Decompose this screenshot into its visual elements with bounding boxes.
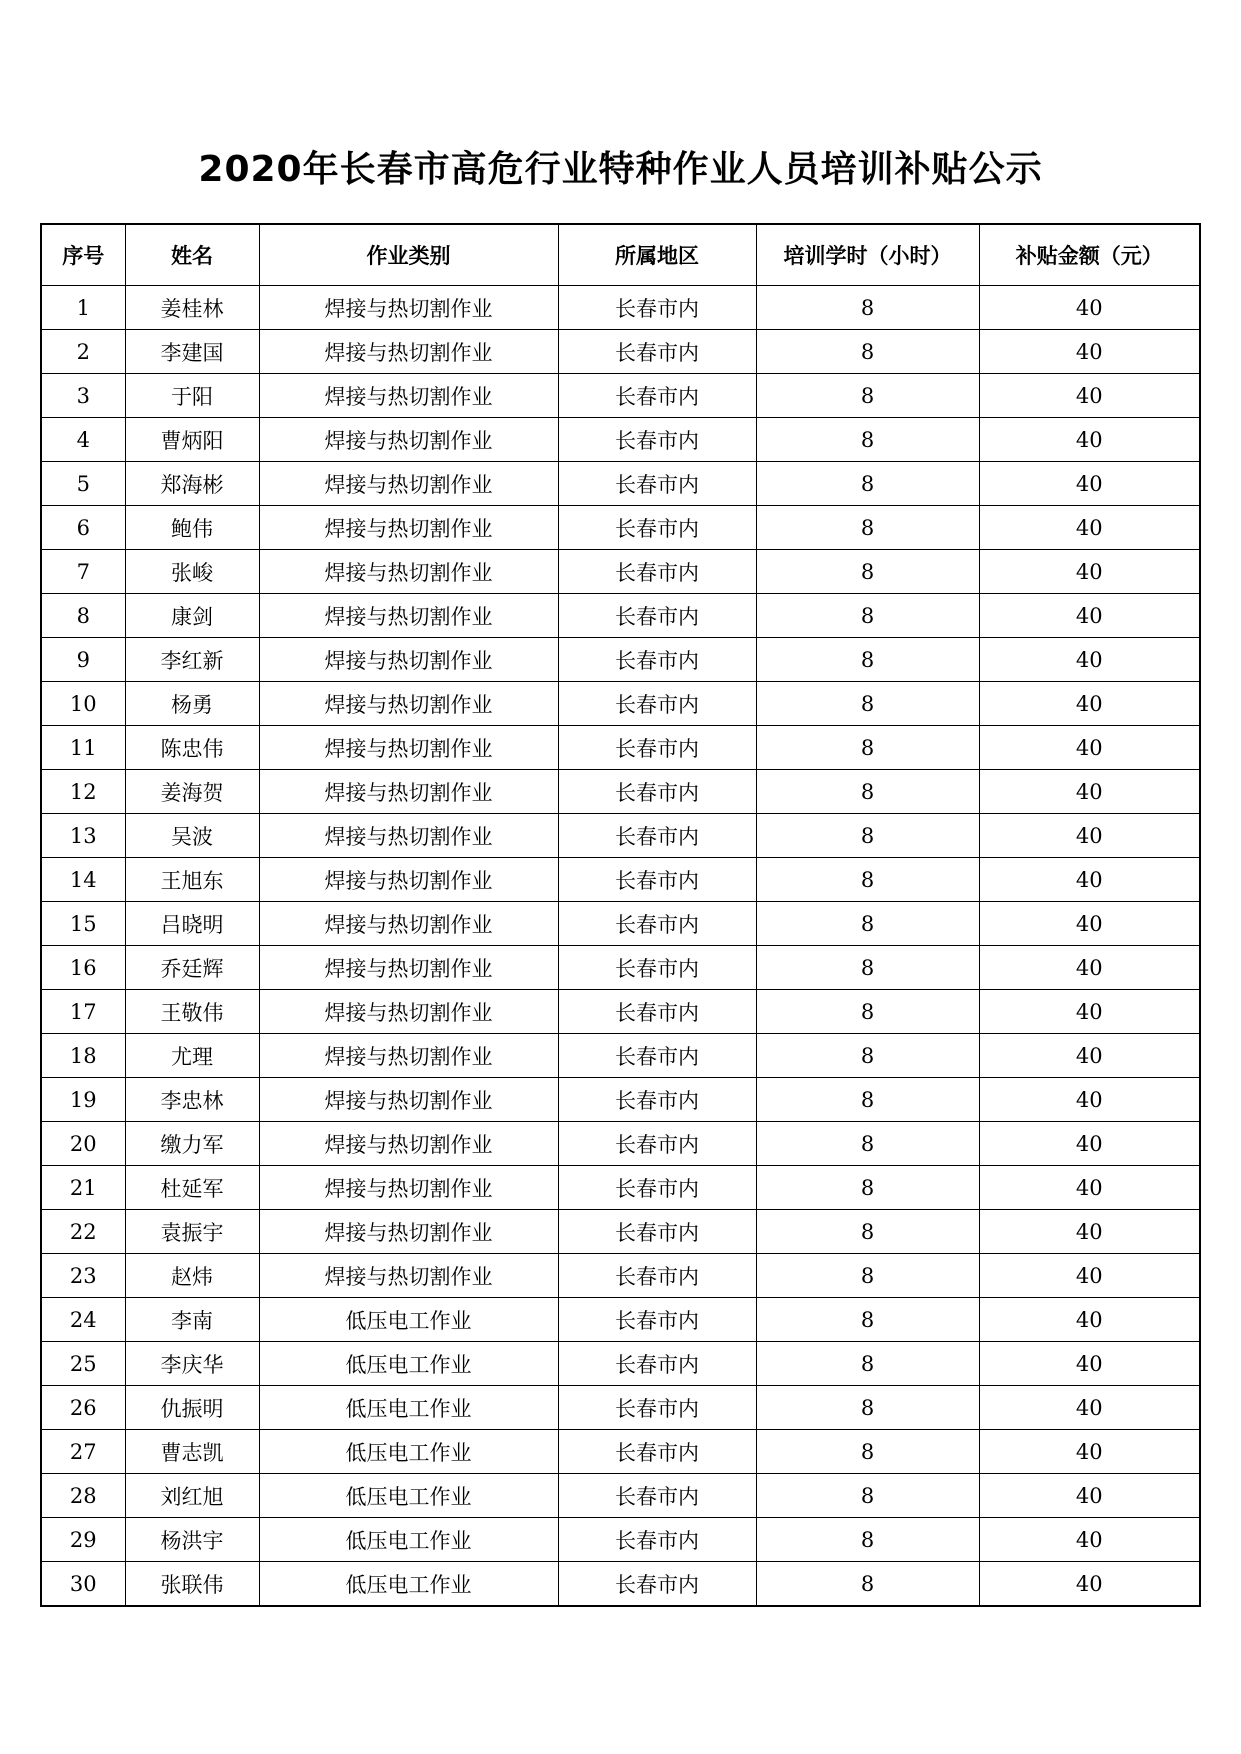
table-row [41, 1474, 1200, 1518]
header-training-hours: 培训学时（小时） [756, 224, 979, 286]
cell-job-category: 低压电工作业 [259, 1518, 558, 1562]
cell-training-hours: 8 [756, 1518, 979, 1562]
table-row [41, 1254, 1200, 1298]
cell-index: 26 [41, 1386, 125, 1430]
cell-index: 11 [41, 726, 125, 770]
cell-job-category: 低压电工作业 [259, 1342, 558, 1386]
cell-name: 杨勇 [125, 682, 259, 726]
table-row [41, 814, 1200, 858]
cell-subsidy-amount: 40 [979, 638, 1200, 682]
cell-job-category: 焊接与热切割作业 [259, 682, 558, 726]
cell-subsidy-amount: 40 [979, 682, 1200, 726]
cell-subsidy-amount: 40 [979, 726, 1200, 770]
cell-subsidy-amount: 40 [979, 330, 1200, 374]
table-row [41, 374, 1200, 418]
cell-name: 李忠林 [125, 1078, 259, 1122]
cell-name: 乔廷辉 [125, 946, 259, 990]
table-row [41, 418, 1200, 462]
table-row [41, 638, 1200, 682]
cell-index: 8 [41, 594, 125, 638]
table-row [41, 946, 1200, 990]
table-row [41, 1122, 1200, 1166]
cell-training-hours: 8 [756, 1386, 979, 1430]
cell-job-category: 焊接与热切割作业 [259, 1210, 558, 1254]
cell-training-hours: 8 [756, 1254, 979, 1298]
cell-index: 20 [41, 1122, 125, 1166]
cell-index: 23 [41, 1254, 125, 1298]
table-row [41, 1342, 1200, 1386]
cell-training-hours: 8 [756, 682, 979, 726]
cell-training-hours: 8 [756, 902, 979, 946]
table-row [41, 682, 1200, 726]
cell-subsidy-amount: 40 [979, 1078, 1200, 1122]
cell-index: 18 [41, 1034, 125, 1078]
cell-training-hours: 8 [756, 506, 979, 550]
cell-job-category: 焊接与热切割作业 [259, 1166, 558, 1210]
cell-name: 杨洪宇 [125, 1518, 259, 1562]
cell-subsidy-amount: 40 [979, 1386, 1200, 1430]
cell-subsidy-amount: 40 [979, 1342, 1200, 1386]
cell-subsidy-amount: 40 [979, 1474, 1200, 1518]
header-index: 序号 [41, 224, 125, 286]
cell-job-category: 焊接与热切割作业 [259, 902, 558, 946]
cell-name: 仇振明 [125, 1386, 259, 1430]
cell-index: 4 [41, 418, 125, 462]
table-row [41, 462, 1200, 506]
cell-training-hours: 8 [756, 1166, 979, 1210]
cell-name: 李建国 [125, 330, 259, 374]
cell-region: 长春市内 [558, 1034, 756, 1078]
cell-name: 姜桂林 [125, 286, 259, 330]
cell-job-category: 焊接与热切割作业 [259, 594, 558, 638]
cell-training-hours: 8 [756, 770, 979, 814]
cell-index: 25 [41, 1342, 125, 1386]
cell-subsidy-amount: 40 [979, 990, 1200, 1034]
cell-job-category: 焊接与热切割作业 [259, 418, 558, 462]
cell-name: 姜海贺 [125, 770, 259, 814]
cell-training-hours: 8 [756, 286, 979, 330]
cell-subsidy-amount: 40 [979, 418, 1200, 462]
cell-training-hours: 8 [756, 726, 979, 770]
cell-region: 长春市内 [558, 1386, 756, 1430]
cell-index: 27 [41, 1430, 125, 1474]
cell-index: 14 [41, 858, 125, 902]
cell-job-category: 焊接与热切割作业 [259, 374, 558, 418]
cell-region: 长春市内 [558, 462, 756, 506]
cell-name: 李红新 [125, 638, 259, 682]
cell-subsidy-amount: 40 [979, 550, 1200, 594]
cell-subsidy-amount: 40 [979, 946, 1200, 990]
cell-index: 1 [41, 286, 125, 330]
cell-training-hours: 8 [756, 374, 979, 418]
cell-training-hours: 8 [756, 1122, 979, 1166]
cell-name: 张峻 [125, 550, 259, 594]
cell-job-category: 焊接与热切割作业 [259, 550, 558, 594]
cell-region: 长春市内 [558, 1518, 756, 1562]
table-row [41, 902, 1200, 946]
table-row [41, 1210, 1200, 1254]
table-row [41, 506, 1200, 550]
cell-region: 长春市内 [558, 1562, 756, 1607]
cell-training-hours: 8 [756, 594, 979, 638]
cell-index: 21 [41, 1166, 125, 1210]
cell-index: 16 [41, 946, 125, 990]
cell-job-category: 焊接与热切割作业 [259, 858, 558, 902]
table-row [41, 1386, 1200, 1430]
cell-job-category: 焊接与热切割作业 [259, 814, 558, 858]
cell-training-hours: 8 [756, 330, 979, 374]
cell-index: 22 [41, 1210, 125, 1254]
cell-name: 陈忠伟 [125, 726, 259, 770]
table-row [41, 1078, 1200, 1122]
cell-index: 30 [41, 1562, 125, 1607]
cell-index: 12 [41, 770, 125, 814]
cell-region: 长春市内 [558, 1210, 756, 1254]
cell-region: 长春市内 [558, 726, 756, 770]
subsidy-table [40, 223, 1201, 1607]
cell-region: 长春市内 [558, 594, 756, 638]
cell-training-hours: 8 [756, 1298, 979, 1342]
cell-index: 6 [41, 506, 125, 550]
cell-name: 于阳 [125, 374, 259, 418]
cell-name: 王敬伟 [125, 990, 259, 1034]
cell-name: 李庆华 [125, 1342, 259, 1386]
cell-name: 曹炳阳 [125, 418, 259, 462]
table-row [41, 1518, 1200, 1562]
cell-region: 长春市内 [558, 1430, 756, 1474]
cell-name: 张联伟 [125, 1562, 259, 1607]
cell-subsidy-amount: 40 [979, 1518, 1200, 1562]
cell-subsidy-amount: 40 [979, 462, 1200, 506]
cell-job-category: 焊接与热切割作业 [259, 1122, 558, 1166]
cell-name: 康剑 [125, 594, 259, 638]
header-subsidy-amount: 补贴金额（元） [979, 224, 1200, 286]
table-row [41, 1562, 1200, 1607]
cell-region: 长春市内 [558, 418, 756, 462]
cell-region: 长春市内 [558, 902, 756, 946]
cell-job-category: 焊接与热切割作业 [259, 1078, 558, 1122]
table-row [41, 1298, 1200, 1342]
table-row [41, 1166, 1200, 1210]
cell-job-category: 低压电工作业 [259, 1386, 558, 1430]
cell-region: 长春市内 [558, 1254, 756, 1298]
table-header-row [41, 224, 1200, 286]
cell-index: 28 [41, 1474, 125, 1518]
cell-training-hours: 8 [756, 1562, 979, 1607]
cell-name: 吕晓明 [125, 902, 259, 946]
header-name: 姓名 [125, 224, 259, 286]
cell-training-hours: 8 [756, 462, 979, 506]
cell-region: 长春市内 [558, 1342, 756, 1386]
cell-training-hours: 8 [756, 990, 979, 1034]
cell-job-category: 焊接与热切割作业 [259, 1254, 558, 1298]
cell-name: 鲍伟 [125, 506, 259, 550]
cell-index: 3 [41, 374, 125, 418]
cell-index: 13 [41, 814, 125, 858]
table-row [41, 1034, 1200, 1078]
cell-name: 李南 [125, 1298, 259, 1342]
cell-subsidy-amount: 40 [979, 1210, 1200, 1254]
cell-name: 郑海彬 [125, 462, 259, 506]
table-row [41, 990, 1200, 1034]
header-region: 所属地区 [558, 224, 756, 286]
cell-job-category: 焊接与热切割作业 [259, 286, 558, 330]
cell-index: 19 [41, 1078, 125, 1122]
cell-job-category: 焊接与热切割作业 [259, 726, 558, 770]
header-job-category: 作业类别 [259, 224, 558, 286]
cell-region: 长春市内 [558, 1166, 756, 1210]
cell-subsidy-amount: 40 [979, 374, 1200, 418]
cell-training-hours: 8 [756, 1342, 979, 1386]
cell-name: 吴波 [125, 814, 259, 858]
table-row [41, 594, 1200, 638]
cell-subsidy-amount: 40 [979, 814, 1200, 858]
cell-training-hours: 8 [756, 550, 979, 594]
cell-index: 24 [41, 1298, 125, 1342]
cell-region: 长春市内 [558, 550, 756, 594]
cell-region: 长春市内 [558, 946, 756, 990]
cell-subsidy-amount: 40 [979, 1034, 1200, 1078]
cell-region: 长春市内 [558, 1078, 756, 1122]
cell-subsidy-amount: 40 [979, 506, 1200, 550]
cell-region: 长春市内 [558, 1298, 756, 1342]
cell-job-category: 焊接与热切割作业 [259, 330, 558, 374]
cell-name: 刘红旭 [125, 1474, 259, 1518]
cell-region: 长春市内 [558, 682, 756, 726]
cell-job-category: 焊接与热切割作业 [259, 506, 558, 550]
cell-training-hours: 8 [756, 1210, 979, 1254]
cell-name: 曹志凯 [125, 1430, 259, 1474]
cell-subsidy-amount: 40 [979, 1166, 1200, 1210]
cell-region: 长春市内 [558, 506, 756, 550]
cell-subsidy-amount: 40 [979, 1122, 1200, 1166]
table-row [41, 286, 1200, 330]
cell-training-hours: 8 [756, 946, 979, 990]
cell-name: 赵炜 [125, 1254, 259, 1298]
cell-subsidy-amount: 40 [979, 902, 1200, 946]
cell-subsidy-amount: 40 [979, 1430, 1200, 1474]
cell-name: 尤理 [125, 1034, 259, 1078]
cell-training-hours: 8 [756, 418, 979, 462]
cell-job-category: 焊接与热切割作业 [259, 1034, 558, 1078]
cell-training-hours: 8 [756, 638, 979, 682]
cell-job-category: 焊接与热切割作业 [259, 462, 558, 506]
table-row [41, 858, 1200, 902]
cell-training-hours: 8 [756, 858, 979, 902]
cell-subsidy-amount: 40 [979, 858, 1200, 902]
cell-job-category: 焊接与热切割作业 [259, 990, 558, 1034]
cell-index: 5 [41, 462, 125, 506]
cell-subsidy-amount: 40 [979, 770, 1200, 814]
cell-name: 杜延军 [125, 1166, 259, 1210]
cell-name: 缴力军 [125, 1122, 259, 1166]
cell-name: 袁振宇 [125, 1210, 259, 1254]
cell-job-category: 焊接与热切割作业 [259, 638, 558, 682]
cell-training-hours: 8 [756, 1430, 979, 1474]
cell-training-hours: 8 [756, 814, 979, 858]
cell-index: 10 [41, 682, 125, 726]
cell-region: 长春市内 [558, 1122, 756, 1166]
cell-subsidy-amount: 40 [979, 286, 1200, 330]
cell-job-category: 低压电工作业 [259, 1474, 558, 1518]
cell-region: 长春市内 [558, 286, 756, 330]
table-row [41, 770, 1200, 814]
cell-subsidy-amount: 40 [979, 1562, 1200, 1607]
cell-job-category: 低压电工作业 [259, 1430, 558, 1474]
cell-job-category: 焊接与热切割作业 [259, 946, 558, 990]
cell-region: 长春市内 [558, 1474, 756, 1518]
cell-job-category: 低压电工作业 [259, 1562, 558, 1607]
cell-training-hours: 8 [756, 1078, 979, 1122]
cell-index: 15 [41, 902, 125, 946]
cell-job-category: 焊接与热切割作业 [259, 770, 558, 814]
cell-index: 29 [41, 1518, 125, 1562]
cell-index: 2 [41, 330, 125, 374]
table-row [41, 726, 1200, 770]
cell-region: 长春市内 [558, 858, 756, 902]
cell-region: 长春市内 [558, 638, 756, 682]
cell-region: 长春市内 [558, 814, 756, 858]
cell-training-hours: 8 [756, 1474, 979, 1518]
table-row [41, 330, 1200, 374]
table-row [41, 1430, 1200, 1474]
cell-region: 长春市内 [558, 374, 756, 418]
cell-training-hours: 8 [756, 1034, 979, 1078]
cell-subsidy-amount: 40 [979, 1298, 1200, 1342]
cell-name: 王旭东 [125, 858, 259, 902]
cell-subsidy-amount: 40 [979, 594, 1200, 638]
cell-region: 长春市内 [558, 770, 756, 814]
cell-index: 9 [41, 638, 125, 682]
cell-region: 长春市内 [558, 330, 756, 374]
page-title: 2020年长春市高危行业特种作业人员培训补贴公示 [198, 149, 1043, 190]
cell-index: 17 [41, 990, 125, 1034]
cell-job-category: 低压电工作业 [259, 1298, 558, 1342]
cell-subsidy-amount: 40 [979, 1254, 1200, 1298]
table-body [41, 286, 1200, 1607]
cell-index: 7 [41, 550, 125, 594]
cell-region: 长春市内 [558, 990, 756, 1034]
table-row [41, 550, 1200, 594]
